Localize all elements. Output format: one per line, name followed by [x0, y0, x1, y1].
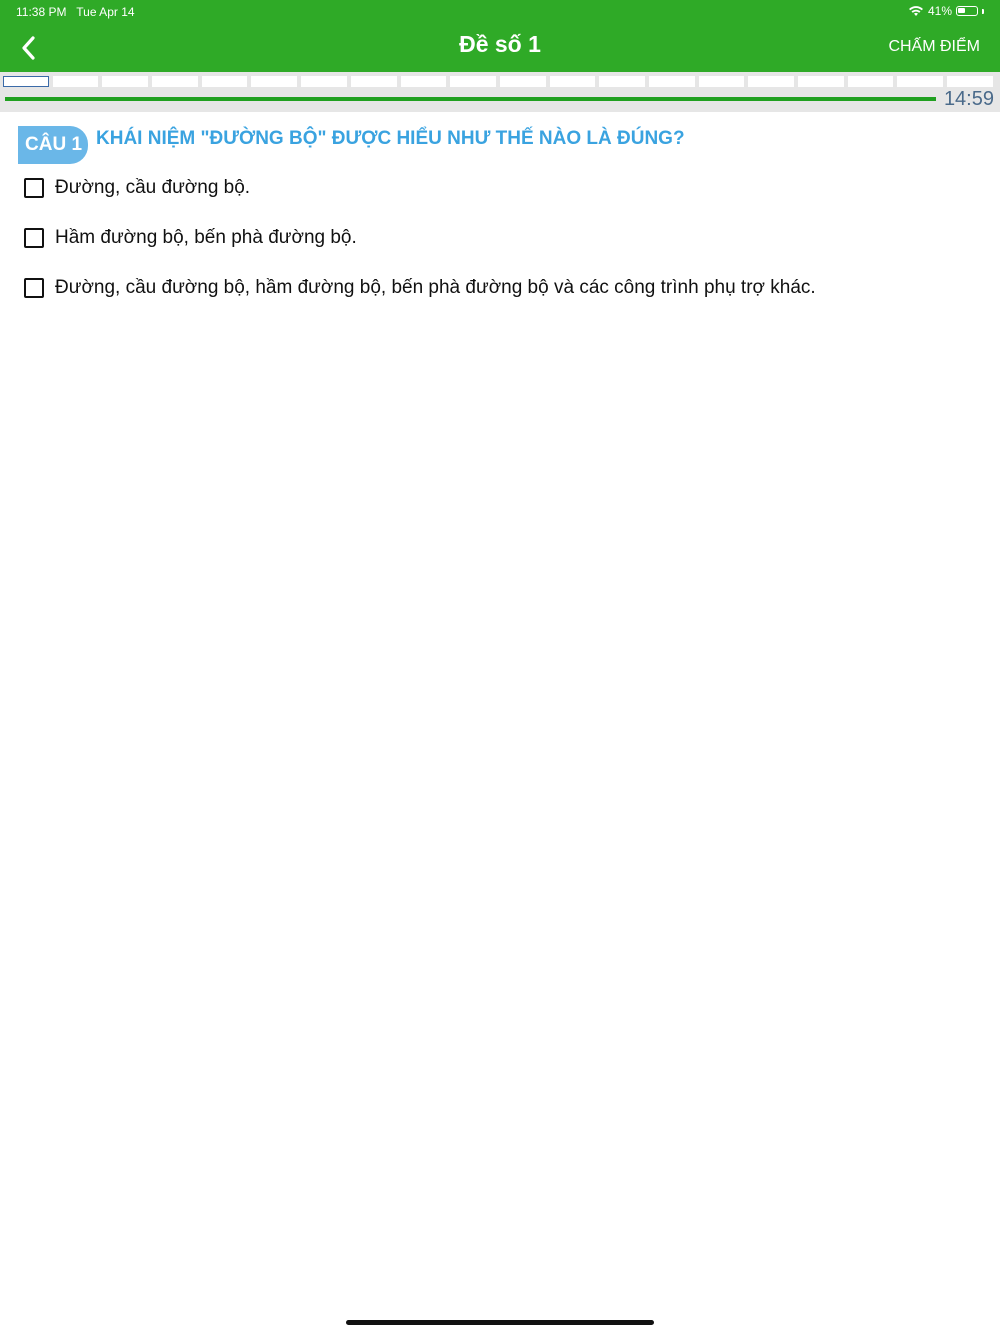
question-segment[interactable] [450, 76, 496, 87]
battery-fill [958, 8, 965, 13]
question-segment[interactable] [251, 76, 297, 87]
question-text: KHÁI NIỆM "ĐƯỜNG BỘ" ĐƯỢC HIỂU NHƯ THẾ NÀO LÀ ĐÚNG? [96, 128, 685, 149]
question-segment[interactable] [53, 76, 99, 87]
question-segment[interactable] [301, 76, 347, 87]
question-segment[interactable] [897, 76, 943, 87]
question-tracker [0, 72, 1000, 112]
question-segment[interactable] [848, 76, 894, 87]
status-time [16, 5, 135, 19]
question-segment[interactable] [699, 76, 745, 87]
question-segment[interactable] [202, 76, 248, 87]
checkbox[interactable] [24, 178, 44, 198]
question-number-badge: CÂU 1 [18, 126, 88, 164]
answer-option-label: Đường, cầu đường bộ. [55, 177, 251, 198]
answer-option[interactable] [24, 277, 816, 299]
question-segment[interactable] [500, 76, 546, 87]
checkbox[interactable] [24, 228, 44, 248]
status-indicators [908, 4, 984, 18]
countdown-timer: 14:59 [943, 88, 994, 110]
question-segment[interactable] [599, 76, 645, 87]
question-segment[interactable] [3, 76, 49, 87]
question-segment[interactable] [401, 76, 447, 87]
question-segment[interactable] [748, 76, 794, 87]
answer-option-label: Hầm đường bộ, bến phà đường bộ. [55, 227, 357, 248]
question-segment[interactable] [102, 76, 148, 87]
wifi-icon [908, 5, 924, 17]
battery-icon [956, 6, 978, 16]
status-date: Tue Apr 14 [76, 5, 135, 19]
question-segments [3, 76, 993, 87]
question-segment[interactable] [649, 76, 695, 87]
battery-percent: 41% [927, 4, 952, 18]
home-indicator [346, 1320, 654, 1325]
question-segment[interactable] [550, 76, 596, 87]
question-segment[interactable] [798, 76, 844, 87]
top-bar [0, 0, 1000, 72]
grade-button[interactable]: CHẤM ĐIỂM [888, 38, 980, 55]
question-segment[interactable] [152, 76, 198, 87]
question-segment[interactable] [351, 76, 397, 87]
page-title: Đề số 1 [459, 31, 541, 57]
time-progress-bar [5, 97, 936, 101]
answer-option-label: Đường, cầu đường bộ, hầm đường bộ, bến phà đường bộ và các công trình phụ trợ khác. [55, 277, 816, 298]
battery-tip [982, 9, 984, 14]
answer-option[interactable] [24, 177, 250, 199]
checkbox[interactable] [24, 278, 44, 298]
answer-option[interactable] [24, 227, 357, 249]
status-clock: 11:38 PM [16, 5, 67, 19]
question-segment[interactable] [947, 76, 993, 87]
